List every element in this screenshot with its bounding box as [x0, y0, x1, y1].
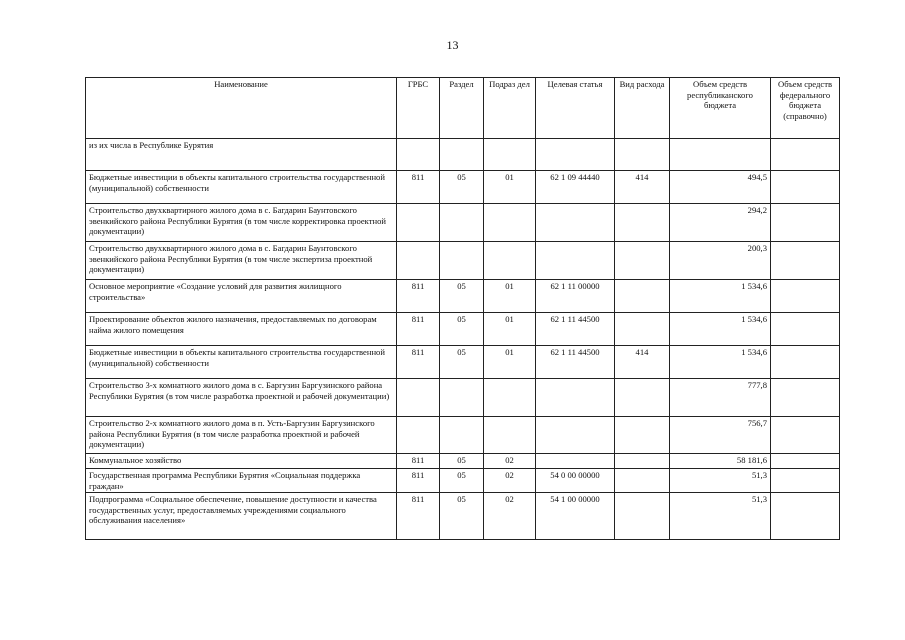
cell-razdel: 05 [440, 171, 484, 204]
cell-razdel [440, 204, 484, 242]
cell-federal-budget [771, 493, 840, 540]
cell-podrazdel [484, 139, 536, 171]
cell-republic-budget: 51,3 [670, 493, 771, 540]
table-row [86, 242, 840, 280]
cell-name: Подпрограмма «Социальное обеспечение, повышение доступности и качества государственных услуг, предоставляемых учреждениями социального обслуживания населения» [86, 493, 397, 540]
header-republic-budget: Объем средств республиканского бюджета [670, 78, 771, 139]
cell-republic-budget: 756,7 [670, 417, 771, 454]
table-body [86, 139, 840, 540]
table-row [86, 417, 840, 454]
page-number: 13 [446, 38, 459, 52]
cell-republic-budget: 1 534,6 [670, 280, 771, 313]
cell-name: из их числа в Республике Бурятия [86, 139, 397, 171]
cell-republic-budget: 494,5 [670, 171, 771, 204]
cell-republic-budget: 294,2 [670, 204, 771, 242]
cell-name: Проектирование объектов жилого назначения, предоставляемых по договорам найма жилого помещения [86, 313, 397, 346]
cell-podrazdel [484, 242, 536, 280]
cell-expense-type [615, 379, 670, 417]
cell-podrazdel [484, 204, 536, 242]
cell-expense-type [615, 139, 670, 171]
table-row [86, 313, 840, 346]
cell-target [536, 139, 615, 171]
cell-name: Коммунальное хозяйство [86, 454, 397, 469]
header-name: Наименование [86, 78, 397, 139]
cell-grbs [397, 242, 440, 280]
cell-expense-type: 414 [615, 346, 670, 379]
budget-table [85, 77, 840, 540]
cell-federal-budget [771, 139, 840, 171]
cell-federal-budget [771, 417, 840, 454]
cell-razdel [440, 417, 484, 454]
cell-podrazdel: 01 [484, 346, 536, 379]
cell-razdel: 05 [440, 346, 484, 379]
cell-name: Государственная программа Республики Бурятия «Социальная поддержка граждан» [86, 469, 397, 493]
cell-grbs: 811 [397, 454, 440, 469]
cell-razdel [440, 379, 484, 417]
cell-target: 62 1 11 44500 [536, 313, 615, 346]
cell-target: 54 0 00 00000 [536, 469, 615, 493]
header-razdel: Раздел [440, 78, 484, 139]
cell-expense-type [615, 417, 670, 454]
cell-republic-budget: 51,3 [670, 469, 771, 493]
cell-podrazdel [484, 417, 536, 454]
cell-federal-budget [771, 346, 840, 379]
cell-grbs: 811 [397, 469, 440, 493]
table-row [86, 454, 840, 469]
cell-razdel [440, 139, 484, 171]
cell-name: Строительство 2-х комнатного жилого дома в п. Усть-Баргузин Баргузинского района Республики Бурятия (в том числе разработка проектной и рабочей документации) [86, 417, 397, 454]
cell-razdel: 05 [440, 469, 484, 493]
cell-razdel: 05 [440, 313, 484, 346]
cell-expense-type: 414 [615, 171, 670, 204]
cell-republic-budget: 58 181,6 [670, 454, 771, 469]
cell-target: 62 1 09 44440 [536, 171, 615, 204]
cell-grbs [397, 417, 440, 454]
header-grbs: ГРБС [397, 78, 440, 139]
cell-name: Бюджетные инвестиции в объекты капитального строительства государственной (муниципальной) собственности [86, 346, 397, 379]
cell-name: Строительство двухквартирного жилого дома в с. Багдарин Баунтовского эвенкийского района Республики Бурятия (в том числе экспертиза проектной документации) [86, 242, 397, 280]
cell-name: Строительство двухквартирного жилого дома в с. Багдарин Баунтовского эвенкийского района Республики Бурятия (в том числе корректировка проектной документации) [86, 204, 397, 242]
cell-podrazdel [484, 379, 536, 417]
cell-republic-budget: 1 534,6 [670, 346, 771, 379]
cell-grbs [397, 204, 440, 242]
cell-grbs: 811 [397, 346, 440, 379]
cell-expense-type [615, 242, 670, 280]
cell-grbs: 811 [397, 280, 440, 313]
cell-grbs [397, 139, 440, 171]
cell-republic-budget: 200,3 [670, 242, 771, 280]
cell-grbs [397, 379, 440, 417]
cell-federal-budget [771, 280, 840, 313]
cell-federal-budget [771, 313, 840, 346]
cell-federal-budget [771, 379, 840, 417]
cell-name: Строительство 3-х комнатного жилого дома в с. Баргузин Баргузинского района Республики Бурятия (в том числе разработка проектной и рабочей документации) [86, 379, 397, 417]
cell-target [536, 454, 615, 469]
table-row [86, 469, 840, 493]
cell-name: Бюджетные инвестиции в объекты капитального строительства государственной (муниципальной) собственности [86, 171, 397, 204]
cell-target [536, 379, 615, 417]
table-row [86, 379, 840, 417]
cell-expense-type [615, 204, 670, 242]
cell-expense-type [615, 454, 670, 469]
cell-podrazdel: 01 [484, 313, 536, 346]
table-header-row [86, 78, 840, 139]
cell-target [536, 242, 615, 280]
cell-podrazdel: 02 [484, 454, 536, 469]
cell-expense-type [615, 493, 670, 540]
cell-republic-budget: 777,8 [670, 379, 771, 417]
cell-razdel: 05 [440, 493, 484, 540]
cell-razdel: 05 [440, 454, 484, 469]
cell-target [536, 417, 615, 454]
header-target: Целевая статья [536, 78, 615, 139]
cell-podrazdel: 01 [484, 171, 536, 204]
cell-podrazdel: 02 [484, 493, 536, 540]
cell-federal-budget [771, 171, 840, 204]
cell-grbs: 811 [397, 313, 440, 346]
cell-republic-budget [670, 139, 771, 171]
cell-target: 62 1 11 44500 [536, 346, 615, 379]
table-row [86, 280, 840, 313]
cell-expense-type [615, 313, 670, 346]
cell-federal-budget [771, 204, 840, 242]
cell-target: 62 1 11 00000 [536, 280, 615, 313]
cell-podrazdel: 01 [484, 280, 536, 313]
cell-name: Основное мероприятие «Создание условий для развития жилищного строительства» [86, 280, 397, 313]
cell-razdel [440, 242, 484, 280]
cell-target: 54 1 00 00000 [536, 493, 615, 540]
header-expense-type: Вид расхода [615, 78, 670, 139]
table-row [86, 204, 840, 242]
cell-republic-budget: 1 534,6 [670, 313, 771, 346]
cell-expense-type [615, 469, 670, 493]
cell-podrazdel: 02 [484, 469, 536, 493]
header-podrazdel: Подраз дел [484, 78, 536, 139]
cell-expense-type [615, 280, 670, 313]
cell-federal-budget [771, 454, 840, 469]
cell-federal-budget [771, 242, 840, 280]
cell-federal-budget [771, 469, 840, 493]
cell-grbs: 811 [397, 171, 440, 204]
table-row [86, 171, 840, 204]
cell-razdel: 05 [440, 280, 484, 313]
table-row [86, 346, 840, 379]
table-row [86, 493, 840, 540]
header-federal-budget: Объем средств федерального бюджета (справочно) [771, 78, 840, 139]
cell-grbs: 811 [397, 493, 440, 540]
table-row [86, 139, 840, 171]
cell-target [536, 204, 615, 242]
